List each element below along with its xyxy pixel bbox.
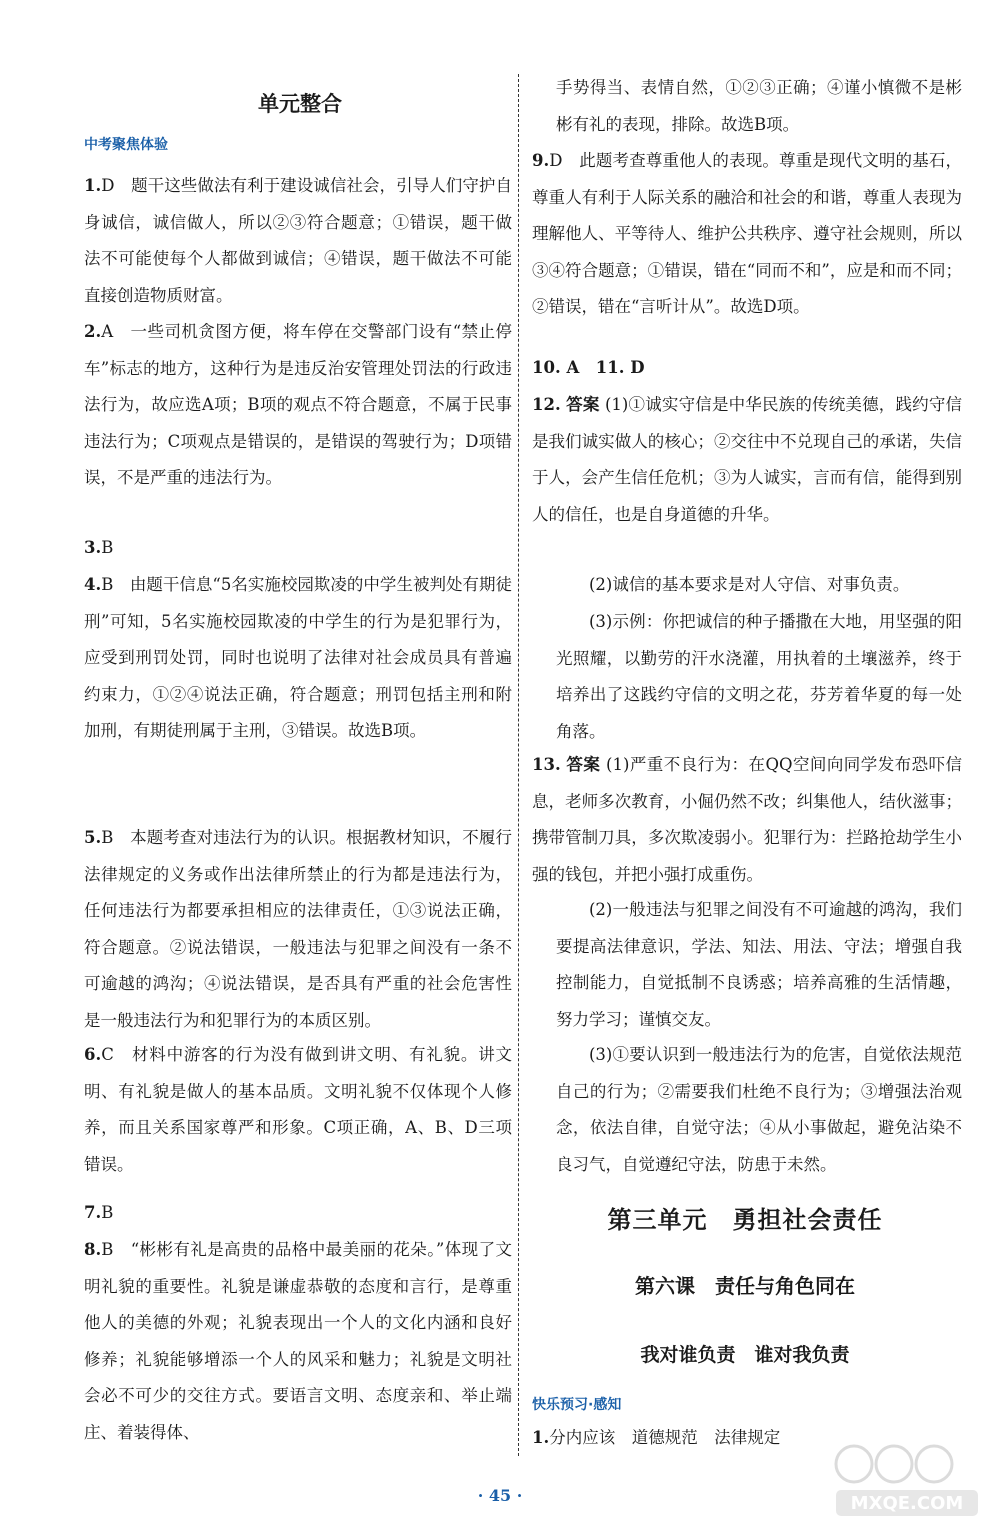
lesson-title: 第六课 责任与角色同在 [635,1274,855,1298]
section-heading-preview: 快乐预习·感知 [532,1397,622,1413]
preview-item-1: 1.分内应该 道德规范 法律规定 [532,1428,781,1447]
answer-item-9: 9.D 此题考查尊重他人的表现。尊重是现代文明的基石，尊重人有利于人际关系的融洽和社会的和谐，尊重人表现为理解他人、平等待人、维护公共秩序、遵守社会规则，所以③④符合题意；①错误，错在“同而不和”，应是和而不同；②错误，错在“言听计从”。故选D项。 [532,151,962,316]
answer-item-12: 12. 答案 (1)①诚实守信是中华民族的传统美德，践约守信是我们诚实做人的核心；②交往中不兑现自己的承诺，失信于人，会产生信任危机；③为人诚实，言而有信，能得到别人的信任，也是自身道德的升华。 [532,395,963,524]
section-heading: 中考聚焦体验 [84,137,168,153]
answer-item-7: 7.B [84,1203,114,1222]
sub-title: 我对谁负责 谁对我负责 [640,1344,850,1366]
watermark-logo [832,1438,982,1520]
answer-item-13: 13. 答案 (1)严重不良行为：在QQ空间向同学发布恐吓信息，老师多次教育，小倔仍然不改；纠集他人，结伙滋事；携带管制刀具，多次欺凌弱小。犯罪行为：拦路抢劫学生小强的钱包，并把小强打成重伤。 [532,755,963,884]
answer-item-6: 6.C 材料中游客的行为没有做到讲文明、有礼貌。讲文明、有礼貌是做人的基本品质。文明礼貌不仅体现个人修养，而且关系国家尊严和形象。C项正确，A、B、D三项错误。 [84,1045,512,1174]
page-number: · 45 · [477,1486,523,1505]
unit-title: 第三单元 勇担社会责任 [607,1206,883,1234]
answer-item-5: 5.B 本题考查对违法行为的认识。根据教材知识，不履行法律规定的义务或作出法律所禁止的行为都是违法行为，任何违法行为都要承担相应的法律责任，①③说法正确，符合题意。②说法错误，一般违法与犯罪之间没有一条不可逾越的鸿沟；④说法错误，是否具有严重的社会危害性是一般违法行为和犯罪行为的本质区别。 [84,828,512,1030]
answer-item-8: 8.B “彬彬有礼是高贵的品格中最美丽的花朵。”体现了文明礼貌的重要性。礼貌是谦虚恭敬的态度和言行，是尊重他人的美德的外观；礼貌表现出一个人的文化内涵和良好修养；礼貌能够增添一个人的风采和魅力；礼貌是文明社会必不可少的交往方式。要语言文明、态度亲和、举止端庄、着装得体、 [84,1240,512,1442]
answer-item-12-part3: (3)示例：你把诚信的种子播撒在大地，用坚强的阳光照耀，以勤劳的汗水浇灌，用执着的土壤滋养，终于培养出了这践约守信的文明之花，芬芳着华夏的每一处角落。 [556,612,962,741]
section-title: 单元整合 [258,92,342,116]
answer-item-13-part2: (2)一般违法与犯罪之间没有不可逾越的鸿沟，我们要提高法律意识，学法、知法、用法、守法；增强自我控制能力，自觉抵制不良诱惑；培养高雅的生活情趣，努力学习；谨慎交友。 [556,900,962,1029]
answer-item-4: 4.B 由题干信息“5名实施校园欺凌的中学生被判处有期徒刑”可知，5名实施校园欺凌的中学生的行为是犯罪行为，应受到刑罚处罚，同时也说明了法律对社会成员具有普遍约束力，①②④说法正确，符合题意；刑罚包括主刑和附加刑，有期徒刑属于主刑，③错误。故选B项。 [84,575,512,740]
answer-item-12-part2: (2)诚信的基本要求是对人守信、对事负责。 [589,575,910,594]
column-divider [518,74,519,1456]
answer-item-8-continued: 手势得当、表情自然，①②③正确；④谨小慎微不是彬彬有礼的表现，排除。故选B项。 [556,78,962,134]
answer-item-10-11: 10. A 11. D [532,358,645,377]
watermark-text: MXQE.COM [850,1493,964,1514]
answer-item-13-part3: (3)①要认识到一般违法行为的危害，自觉依法规范自己的行为；②需要我们杜绝不良行为；③增强法治观念，依法自律，自觉守法；④从小事做起，避免沾染不良习气，自觉遵纪守法，防患于未然。 [556,1045,962,1174]
answer-item-3: 3.B [84,538,114,557]
answer-item-1: 1.D 题干这些做法有利于建设诚信社会，引导人们守护自身诚信，诚信做人，所以②③符合题意；①错误，题干做法不可能使每个人都做到诚信；④错误，题干做法不可能直接创造物质财富。 [84,176,512,305]
answer-item-2: 2.A 一些司机贪图方便，将车停在交警部门设有“禁止停车”标志的地方，这种行为是违反治安管理处罚法的行政违法行为，故应选A项；B项的观点不符合题意，不属于民事违法行为；C项观点是错误的，是错误的驾驶行为；D项错误，不是严重的违法行为。 [84,322,512,487]
